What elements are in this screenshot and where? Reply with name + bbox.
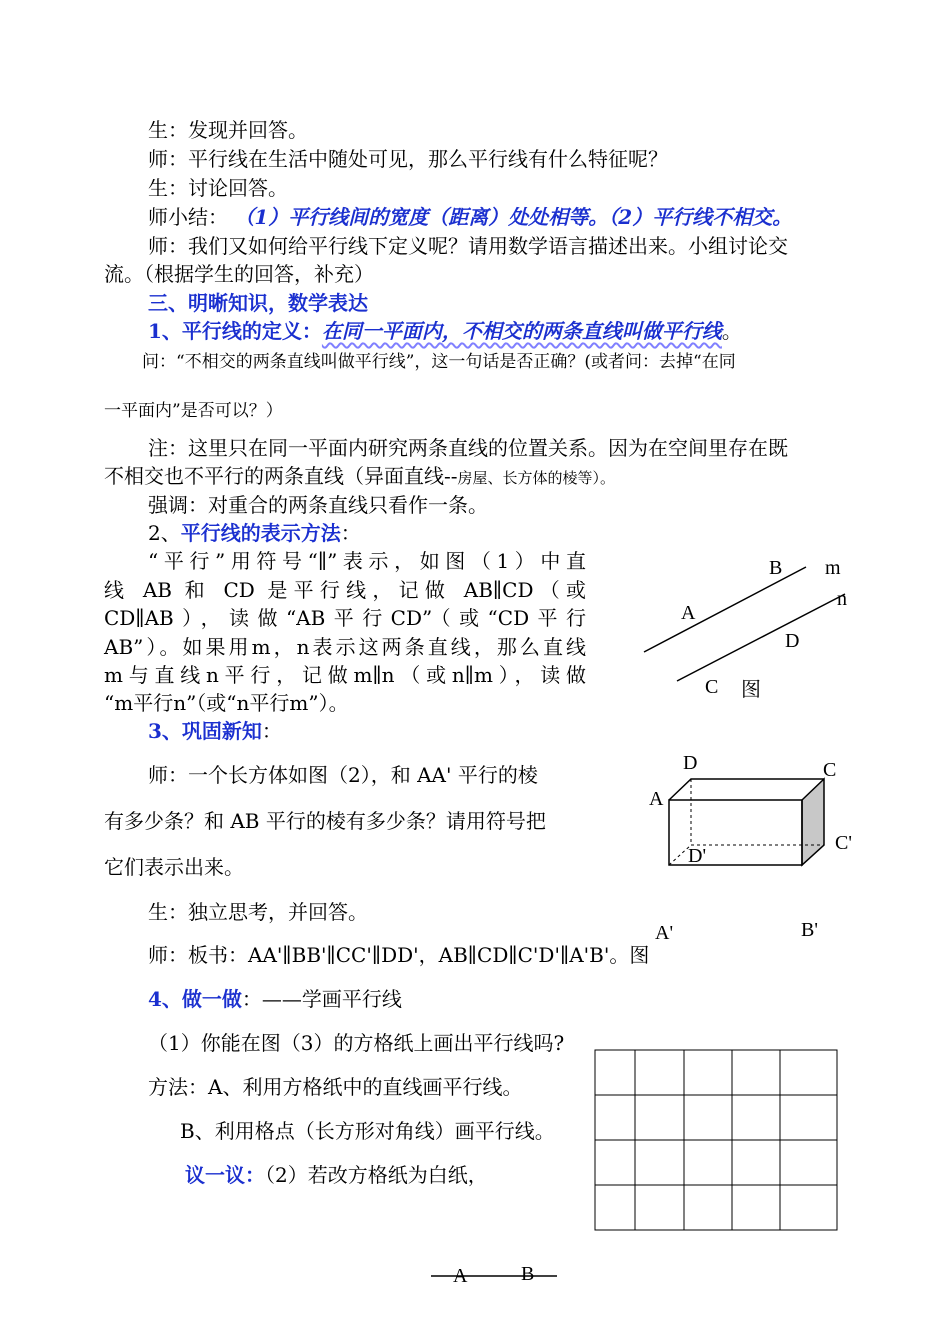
fig2-label-b-prime: B' (801, 919, 818, 941)
student-answer: 生：独立思考，并回答。 (148, 900, 368, 924)
cuboid-question-2: 有多少条？和 AB 平行的棱有多少条？请用符号把 (104, 809, 546, 833)
definition-end: 。 (721, 319, 742, 343)
fig1-label-a: A (681, 602, 696, 624)
cuboid-right-face (802, 779, 824, 865)
note-line: 注：这里只在同一平面内研究两条直线的位置关系。因为在空间里存在既 (148, 436, 788, 460)
section-heading-3: 三、明晰知识，数学表达 (148, 291, 368, 315)
cuboid-question-1: 师：一个长方体如图（2），和 AA' 平行的棱 (148, 763, 538, 787)
method-a: 方法：A、利用方格纸中的直线画平行线。 (148, 1075, 523, 1099)
definition-label: 1、平行线的定义： (148, 319, 322, 343)
note-small: 房屋、长方体的棱等）。 (457, 469, 616, 487)
line-cd (677, 594, 845, 681)
fig1-label-m: m (825, 557, 841, 579)
line-6: 流。（根据学生的回答，补充） (104, 262, 374, 286)
cuboid-top-edges (669, 779, 824, 800)
discuss-label: 议一议： (185, 1163, 265, 1187)
line-3: 生：讨论回答。 (148, 176, 288, 200)
notation-line-4: AB”）。如果用m，n表示这两条直线，那么直线 (104, 635, 586, 659)
subheading-2-num: 2、 (148, 521, 181, 545)
board-notes: 师：板书：AA'∥BB'∥CC'∥DD'，AB∥CD∥C'D'∥A'B'。图 (148, 943, 650, 967)
method-b: B、利用格点（长方形对角线）画平行线。 (180, 1119, 555, 1143)
notation-line-3: CD∥AB），读做“AB平行CD”（或“CD平行 (104, 606, 586, 630)
subheading-4-rest: ：——学画平行线 (241, 987, 402, 1011)
grid-question: （1）你能在图（3）的方格纸上画出平行线吗? (148, 1031, 565, 1055)
fig2-label-c-prime: C' (835, 832, 852, 854)
fig1-caption: 图 (741, 677, 761, 701)
notation-line-5: m与直线n平行，记做m∥n（或n∥m），读做 (104, 663, 586, 687)
emphasis-line: 强调：对重合的两条直线只看作一条。 (148, 493, 488, 517)
fig2-label-c: C (823, 759, 837, 781)
discuss-text: （2）若改方格纸为白纸， (265, 1163, 488, 1187)
fig1-label-d: D (785, 630, 800, 652)
line-1: 生：发现并回答。 (148, 118, 308, 142)
subheading-4-title: 4、做一做 (148, 987, 242, 1011)
subheading-3-colon: ： (261, 719, 282, 743)
fig2-label-d: D (683, 752, 698, 774)
grid-paper (595, 1050, 837, 1230)
line-2: 师：平行线在生活中随处可见，那么平行线有什么特征呢？ (148, 147, 668, 171)
note-text: 不相交也不平行的两条直线（异面直线-- (104, 464, 458, 488)
fig1-label-c: C (705, 676, 719, 698)
question-line-2: 一平面内”是否可以？） (104, 401, 283, 421)
fig1-label-b: B (769, 557, 783, 579)
fig2-label-a-prime: A' (655, 922, 674, 944)
bottom-label-a: A (453, 1265, 468, 1287)
fig1-label-n: n (837, 588, 847, 610)
notation-line-6: “m平行n”（或“n平行m”）。 (104, 691, 349, 715)
cuboid-question-3: 它们表示出来。 (104, 855, 244, 879)
question-line: 问：“不相交的两条直线叫做平行线”，这一句话是否正确？(或者问：去掉“在同 (142, 352, 736, 372)
definition-text: 在同一平面内，不相交的两条直线叫做平行线 (321, 319, 722, 343)
line-5: 师：我们又如何给平行线下定义呢？请用数学语言描述出来。小组讨论交 (148, 234, 788, 258)
summary-label: 师小结： (148, 205, 228, 229)
subheading-2-colon: ： (340, 521, 361, 545)
subheading-2-title: 平行线的表示方法 (180, 521, 341, 545)
summary-text: （1）平行线间的宽度（距离）处处相等。（2）平行线不相交。 (234, 205, 793, 229)
bottom-label-b: B (521, 1263, 535, 1285)
fig2-label-d-prime: D' (688, 845, 707, 867)
notation-line-1: “平行”用符号“∥”表示，如图（1）中直 (148, 549, 586, 573)
subheading-3-title: 3、巩固新知 (148, 719, 262, 743)
fig2-label-a: A (649, 788, 664, 810)
notation-line-2: 线 AB 和 CD 是平行线，记做 AB∥CD（或 (104, 578, 586, 602)
